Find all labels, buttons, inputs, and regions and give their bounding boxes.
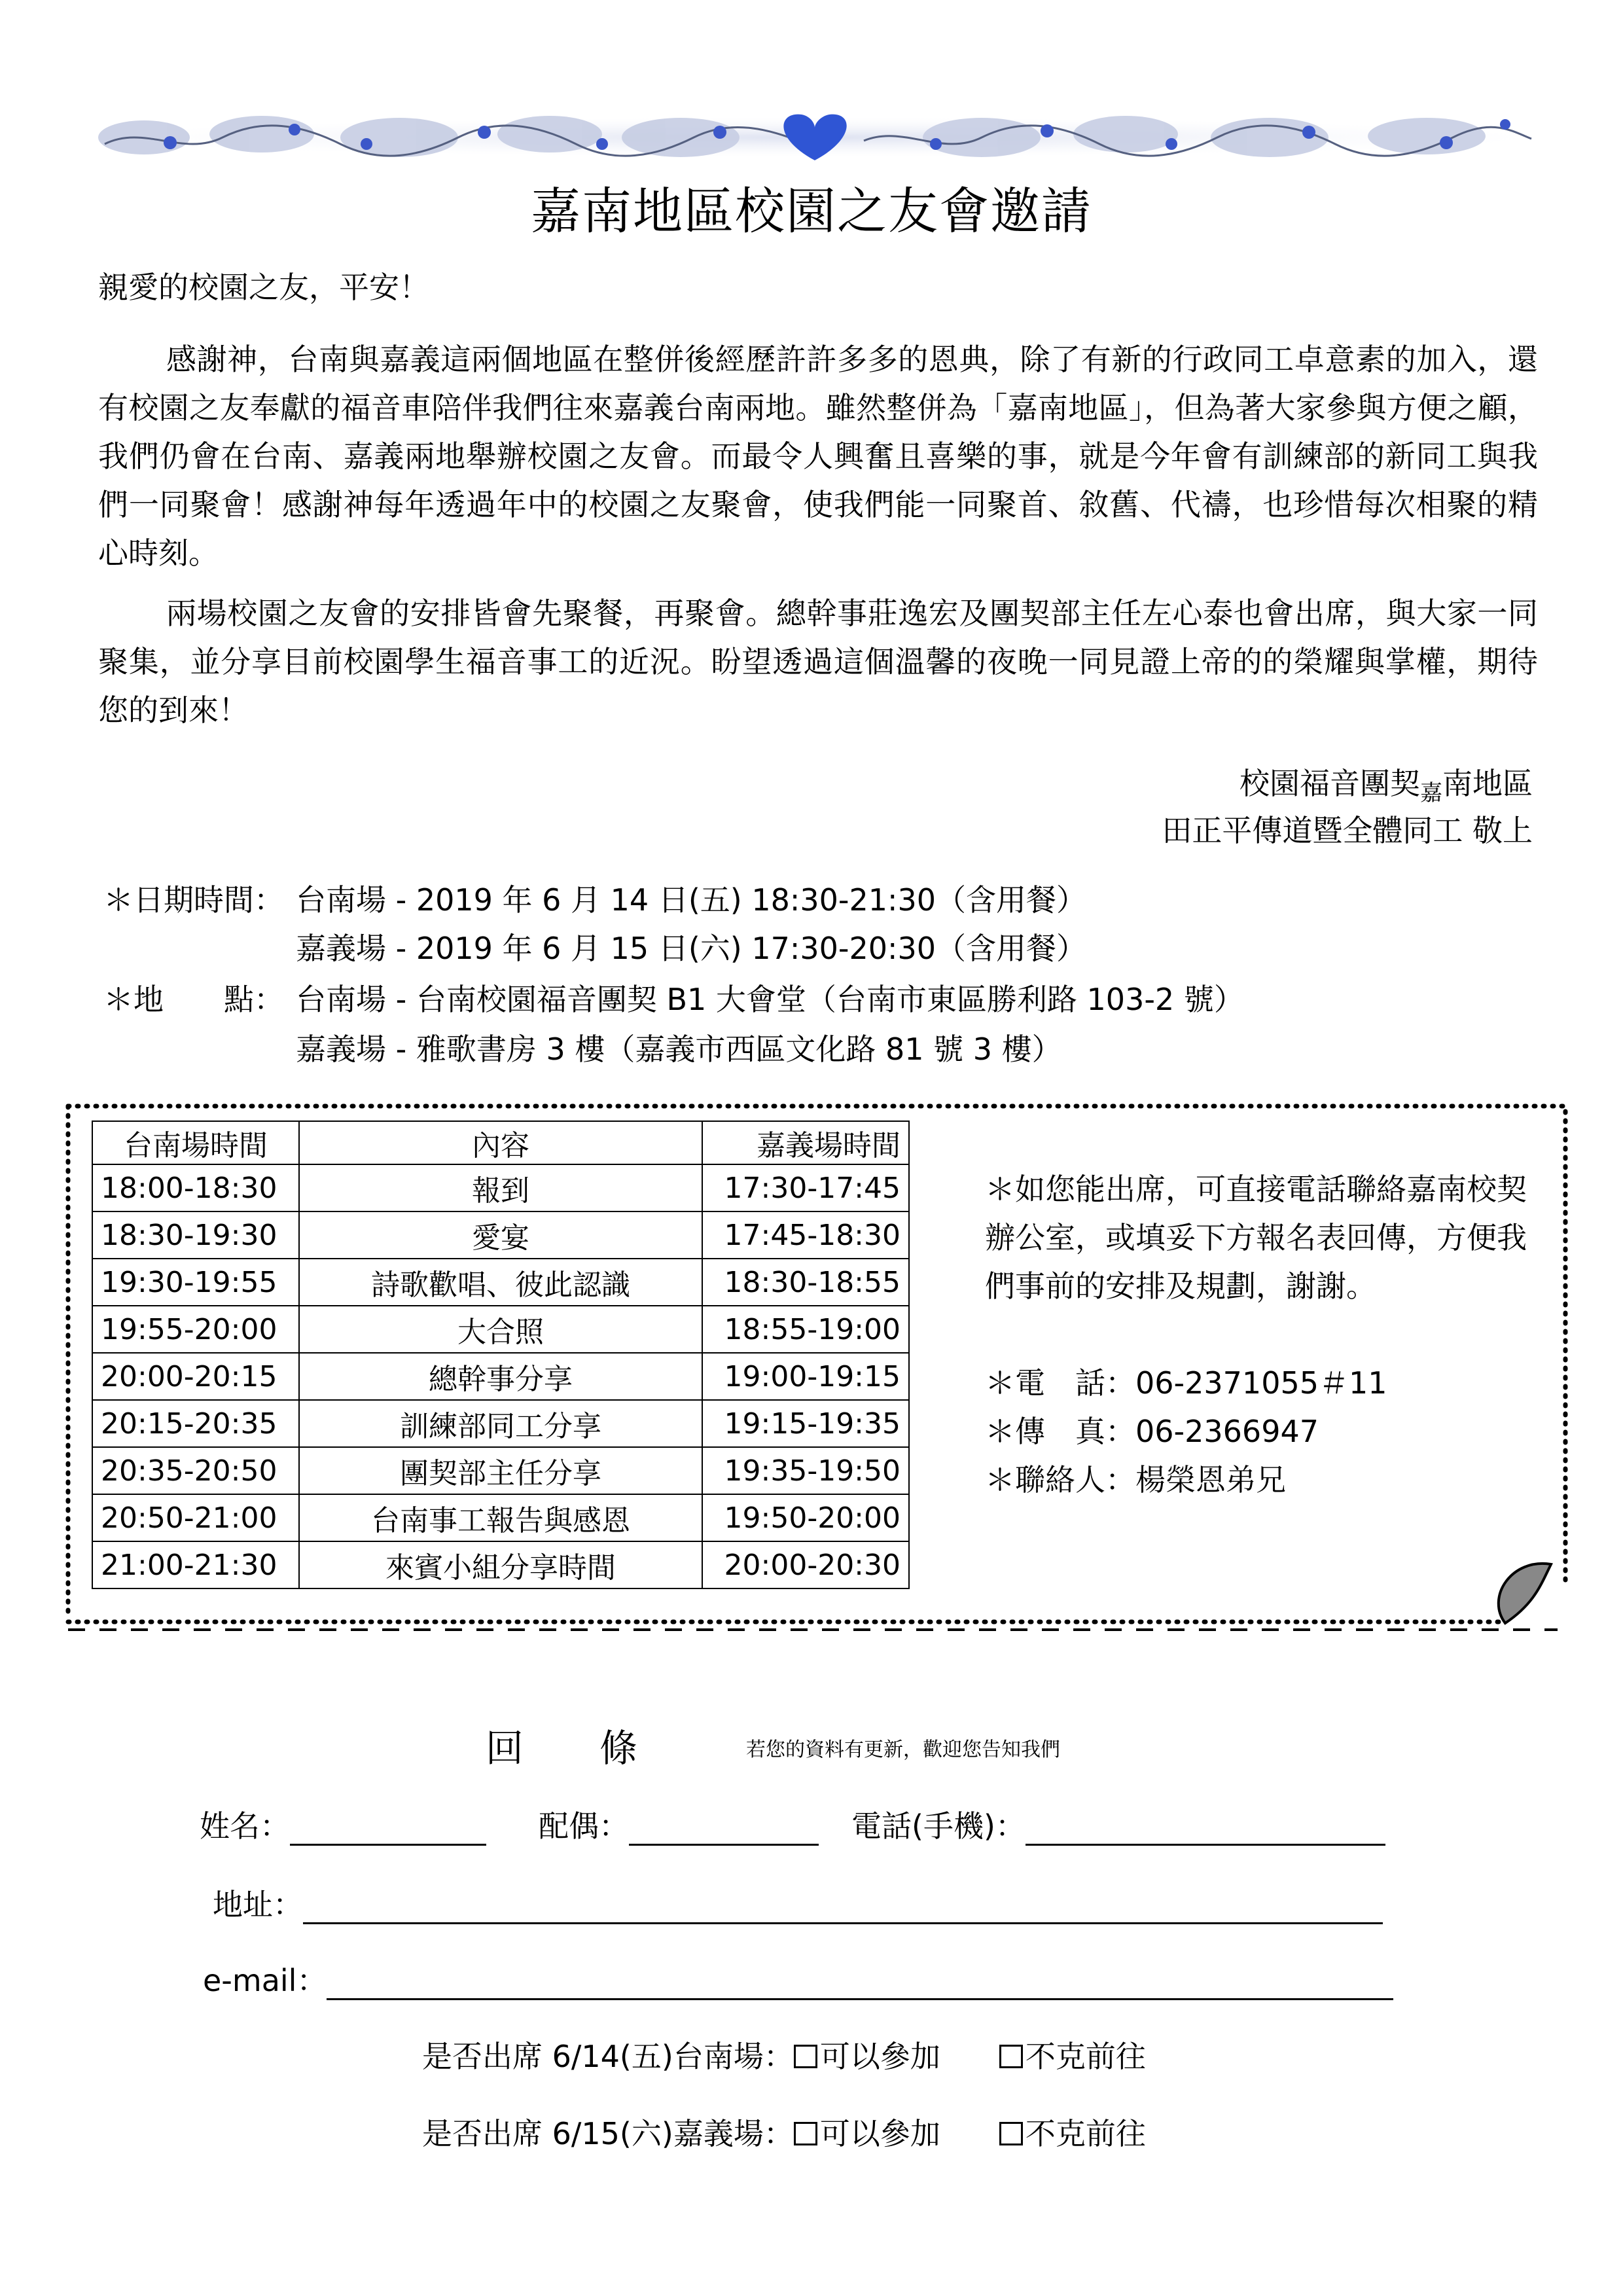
email-field[interactable]: [327, 1965, 1393, 2000]
content-cell: 總幹事分享: [299, 1353, 702, 1400]
reply-form-subtitle: 若您的資料有更新，歡迎您告知我們: [746, 1738, 1060, 1761]
tainan-yes-checkbox[interactable]: [794, 2045, 817, 2068]
date-chiayi: 嘉義場 - 2019 年 6 月 15 日(六) 17:30-20:30（含用餐）: [296, 931, 1087, 966]
email-label: e-mail：: [203, 1963, 327, 1998]
attend-chiayi-label: 是否出席 6/15(六)嘉義場：: [422, 2116, 794, 2151]
phone-field[interactable]: [1026, 1811, 1385, 1846]
spouse-label: 配偶：: [539, 1808, 629, 1844]
chiayi-time-cell: 19:15-19:35: [702, 1400, 909, 1447]
date-tainan: 台南場 - 2019 年 6 月 14 日(五) 18:30-21:30（含用餐）: [296, 882, 1087, 918]
address-label: 地址：: [213, 1887, 303, 1922]
content-cell: 愛宴: [299, 1211, 702, 1259]
place-label: ＊地 點：: [103, 982, 284, 1017]
table-row: [92, 1400, 909, 1447]
chiayi-yes-checkbox[interactable]: [794, 2122, 817, 2145]
spouse-field[interactable]: [629, 1811, 819, 1846]
contact-person: ＊聯絡人：楊榮恩弟兄: [985, 1462, 1286, 1498]
tainan-time-cell: 19:30-19:55: [92, 1259, 299, 1306]
tainan-time-cell: 19:55-20:00: [92, 1306, 299, 1353]
tainan-time-cell: 21:00-21:30: [92, 1541, 299, 1588]
page-title: 嘉南地區校園之友會邀請: [531, 182, 1092, 240]
signature-organization: 校園福音團契$_嘉$南地區: [1240, 766, 1533, 806]
chiayi-no-checkbox[interactable]: [999, 2122, 1023, 2145]
tainan-time-cell: 20:35-20:50: [92, 1447, 299, 1494]
name-spouse-phone-row: [200, 1806, 1385, 1846]
tainan-yes-label: 可以參加: [819, 2039, 940, 2074]
tainan-time-cell: 18:30-19:30: [92, 1211, 299, 1259]
chiayi-time-cell: 19:00-19:15: [702, 1353, 909, 1400]
tainan-time-cell: 18:00-18:30: [92, 1164, 299, 1211]
chiayi-no-label: 不克前往: [1025, 2116, 1146, 2151]
column-header-tainan-time: 台南場時間: [92, 1121, 299, 1164]
chiayi-time-cell: 20:00-20:30: [702, 1541, 909, 1588]
contact-panel: [985, 1165, 1528, 1504]
attend-tainan-row: [422, 2037, 1146, 2076]
name-field[interactable]: [290, 1811, 486, 1846]
column-header-content: 內容: [299, 1121, 702, 1164]
email-row: [203, 1961, 1393, 2000]
tainan-time-cell: 20:50-21:00: [92, 1494, 299, 1541]
chiayi-time-cell: 18:30-18:55: [702, 1259, 909, 1306]
address-field[interactable]: [303, 1890, 1383, 1924]
greeting: 親愛的校園之友，平安！: [98, 270, 429, 305]
content-cell: 報到: [299, 1164, 702, 1211]
floral-banner: [92, 98, 1538, 177]
letter-paragraph-1: 感謝神，台南與嘉義這兩個地區在整併後經歷許許多多的恩典，除了有新的行政同工卓意素的加入，還有校園之友奉獻的福音車陪伴我們往來嘉義台南兩地。雖然整併為「嘉南地區」，但為著大家參與方便之顧，我們仍會在台南、嘉義兩地舉辦校園之友會。而最令人興奮且喜樂的事，就是今年會有訓練部的新同工與我們一同聚會！感謝神每年透過年中的校園之友聚會，使我們能一同聚首、敘舊、代禱，也珍惜每次相聚的精心時刻。: [98, 342, 1538, 571]
letter-paragraph-2: 兩場校園之友會的安排皆會先聚餐，再聚會。總幹事莊逸宏及團契部主任左心泰也會出席，與大家一同聚集，並分享目前校園學生福音事工的近況。盼望透過這個溫馨的夜晚一同見證上帝的的榮耀與掌權，期待您的到來！: [98, 596, 1538, 728]
content-cell: 訓練部同工分享: [299, 1400, 702, 1447]
chiayi-time-cell: 17:30-17:45: [702, 1164, 909, 1211]
content-cell: 團契部主任分享: [299, 1447, 702, 1494]
attend-tainan-label: 是否出席 6/14(五)台南場：: [422, 2039, 794, 2074]
tainan-no-label: 不克前往: [1025, 2039, 1146, 2074]
content-cell: 台南事工報告與感恩: [299, 1494, 702, 1541]
table-row: [92, 1306, 909, 1353]
table-row: [92, 1494, 909, 1541]
chiayi-time-cell: 17:45-18:30: [702, 1211, 909, 1259]
table-row: [92, 1211, 909, 1259]
table-row: [92, 1353, 909, 1400]
tainan-time-cell: 20:00-20:15: [92, 1353, 299, 1400]
content-cell: 大合照: [299, 1306, 702, 1353]
table-header-row: [92, 1121, 909, 1164]
table-row: [92, 1541, 909, 1588]
chiayi-time-cell: 19:50-20:00: [702, 1494, 909, 1541]
signature-line: 田正平傳道暨全體同工 敬上: [1162, 813, 1533, 848]
chiayi-time-cell: 18:55-19:00: [702, 1306, 909, 1353]
contact-note: ＊如您能出席，可直接電話聯絡嘉南校契辦公室，或填妥下方報名表回傳，方便我們事前的安排及規劃，謝謝。: [985, 1172, 1527, 1304]
tainan-time-cell: 20:15-20:35: [92, 1400, 299, 1447]
table-row: [92, 1259, 909, 1306]
place-chiayi: 嘉義場 - 雅歌書房 3 樓（嘉義市西區文化路 81 號 3 樓）: [296, 1031, 1062, 1067]
tainan-no-checkbox[interactable]: [999, 2045, 1023, 2068]
contact-phone: ＊電 話：06-2371055＃11: [985, 1365, 1387, 1401]
table-row: [92, 1164, 909, 1211]
table-row: [92, 1447, 909, 1494]
column-header-chiayi-time: 嘉義場時間: [702, 1121, 909, 1164]
phone-label: 電話(手機)：: [851, 1808, 1026, 1844]
attend-chiayi-row: [422, 2114, 1146, 2153]
date-label: ＊日期時間：: [103, 882, 284, 918]
address-row: [213, 1885, 1383, 1924]
name-label: 姓名：: [200, 1808, 290, 1844]
schedule-table: [92, 1121, 910, 1589]
place-tainan: 台南場 - 台南校園福音團契 B1 大會堂（台南市東區勝利路 103-2 號）: [296, 982, 1244, 1017]
chiayi-time-cell: 19:35-19:50: [702, 1447, 909, 1494]
content-cell: 來賓小組分享時間: [299, 1541, 702, 1588]
contact-fax: ＊傳 真：06-2366947: [985, 1414, 1319, 1449]
reply-form-title: 回 條: [486, 1726, 638, 1770]
content-cell: 詩歌歡唱、彼此認識: [299, 1259, 702, 1306]
chiayi-yes-label: 可以參加: [819, 2116, 940, 2151]
